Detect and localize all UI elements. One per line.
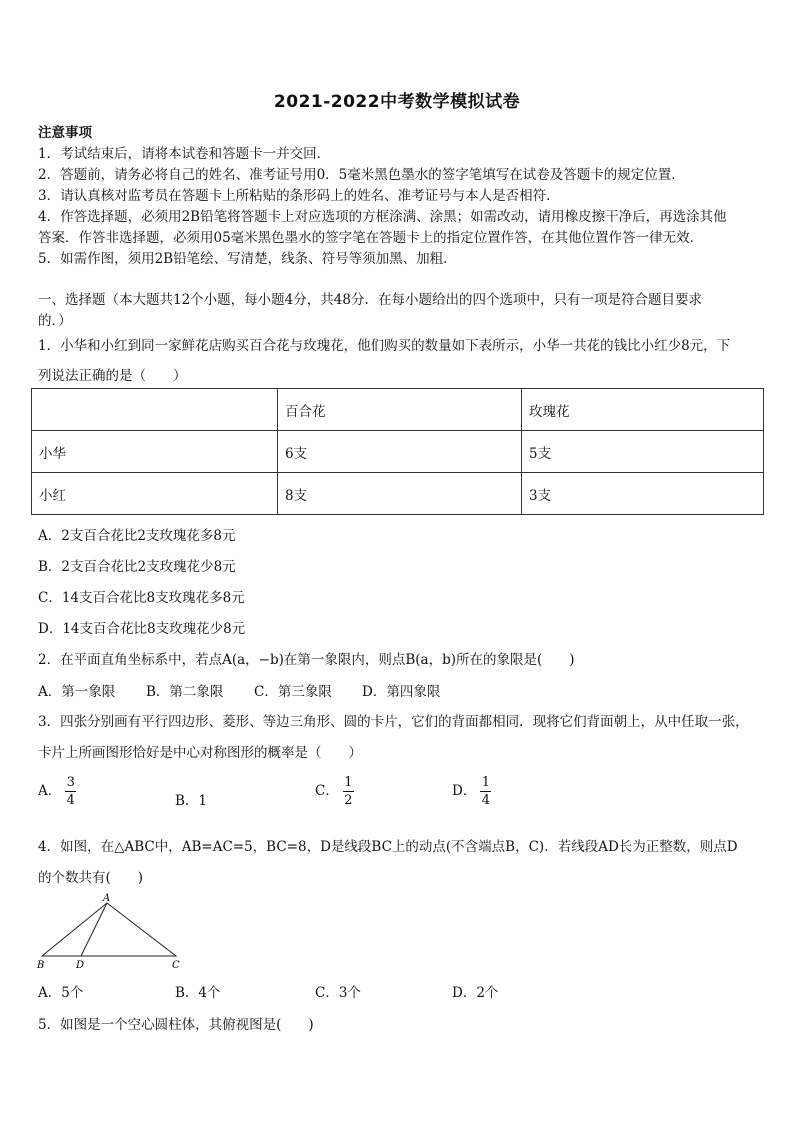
table-cell: 玫瑰花	[522, 389, 764, 431]
q4-stem: 4．如图，在△ABC中，AB=AC=5，BC=8，D是线段BC上的动点(不含端点B，C)．若线段AD长为正整数，则点D	[38, 839, 738, 855]
numerator: 3	[66, 775, 75, 790]
table-cell: 8支	[278, 473, 522, 515]
q4-option-b: B．4个	[175, 985, 221, 1001]
table-header-row	[32, 389, 764, 431]
option-label: D．	[452, 783, 477, 799]
q1-table	[31, 388, 764, 515]
q1-option-b: B．2支百合花比2支玫瑰花少8元	[38, 559, 236, 575]
section-heading: 一、选择题（本大题共12个小题，每小题4分，共48分．在每小题给出的四个选项中，只有一项是符合题目要求	[38, 292, 702, 308]
page-title: 2021-2022中考数学模拟试卷	[273, 92, 521, 112]
notice-item: 4．作答选择题，必须用2B铅笔将答题卡上对应选项的方框涂满、涂黑；如需改动，请用橡皮擦干净后，再选涂其他	[38, 209, 727, 225]
q2-option-b: B．第二象限	[146, 684, 224, 700]
fraction	[65, 775, 76, 808]
notice-heading: 注意事项	[38, 125, 92, 141]
label-a: A	[103, 893, 111, 904]
q2-stem: 2．在平面直角坐标系中，若点A(a，−b)在第一象限内，则点B(a，b)所在的象限是( )	[38, 652, 575, 668]
q1-option-d: D．14支百合花比8支玫瑰花少8元	[38, 621, 246, 637]
notice-item: 5．如需作图，须用2B铅笔绘、写清楚，线条、符号等须加黑、加粗．	[38, 251, 457, 267]
table-cell: 5支	[522, 431, 764, 473]
q1-option-c: C．14支百合花比8支玫瑰花多8元	[38, 590, 245, 606]
q1-stem: 1．小华和小红到同一家鲜花店购买百合花与玫瑰花，他们购买的数量如下表所示，小华一共花的钱比小红少8元，下	[38, 338, 731, 354]
notice-item: 2．答题前，请务必将自己的姓名、准考证号用0．5毫米黑色墨水的签字笔填写在试卷及答题卡的规定位置．	[38, 167, 685, 183]
notice-item: 答案．作答非选择题，必须用05毫米黑色墨水的签字笔在答题卡上的指定位置作答，在其他位置作答一律无效．	[38, 230, 704, 246]
q3-option-d	[452, 775, 491, 808]
q2-option-d: D．第四象限	[362, 684, 441, 700]
q3-stem-cont: 卡片上所画图形恰好是中心对称图形的概率是（ ）	[38, 745, 362, 761]
q4-option-c: C．3个	[315, 985, 361, 1001]
segment-ad	[81, 903, 107, 956]
q4-option-d: D．2个	[452, 985, 499, 1001]
section-heading-cont: 的．）	[38, 313, 72, 329]
fraction	[343, 775, 354, 808]
q1-stem-cont: 列说法正确的是（ ）	[38, 368, 187, 384]
fraction	[480, 775, 491, 808]
table-cell: 小红	[32, 473, 278, 515]
q2-option-c: C．第三象限	[254, 684, 332, 700]
q2-option-a: A．第一象限	[38, 684, 116, 700]
table-cell: 3支	[522, 473, 764, 515]
numerator: 1	[344, 775, 353, 790]
table-cell: 小华	[32, 431, 278, 473]
q4-stem-cont: 的个数共有( )	[38, 870, 144, 886]
label-c: C	[172, 960, 180, 971]
q1-option-a: A．2支百合花比2支玫瑰花多8元	[38, 528, 236, 544]
denominator: 2	[344, 793, 353, 808]
option-label: C．	[315, 783, 339, 799]
triangle-abc	[42, 903, 176, 956]
q3-option-a	[38, 775, 76, 808]
option-label: A．	[38, 783, 62, 799]
table-row	[32, 431, 764, 473]
q3-option-c	[315, 775, 354, 808]
notice-item: 3．请认真核对监考员在答题卡上所粘贴的条形码上的姓名、准考证号与本人是否相符．	[38, 188, 560, 204]
denominator: 4	[481, 793, 490, 808]
label-b: B	[37, 960, 45, 971]
table-row	[32, 473, 764, 515]
q3-stem: 3．四张分别画有平行四边形、菱形、等边三角形、圆的卡片，它们的背面都相同．现将它们背面朝上，从中任取一张，	[38, 714, 749, 730]
table-cell: 6支	[278, 431, 522, 473]
table-cell: 百合花	[278, 389, 522, 431]
denominator: 4	[66, 793, 75, 808]
table-cell	[32, 389, 278, 431]
numerator: 1	[481, 775, 490, 790]
q3-option-b: B．1	[175, 793, 208, 809]
q4-option-a: A．5个	[38, 985, 84, 1001]
notice-item: 1．考试结束后，请将本试卷和答题卡一并交回．	[38, 146, 331, 162]
label-d: D	[76, 960, 85, 971]
triangle-figure	[36, 893, 186, 973]
q5-stem: 5．如图是一个空心圆柱体，其俯视图是( )	[38, 1017, 314, 1033]
